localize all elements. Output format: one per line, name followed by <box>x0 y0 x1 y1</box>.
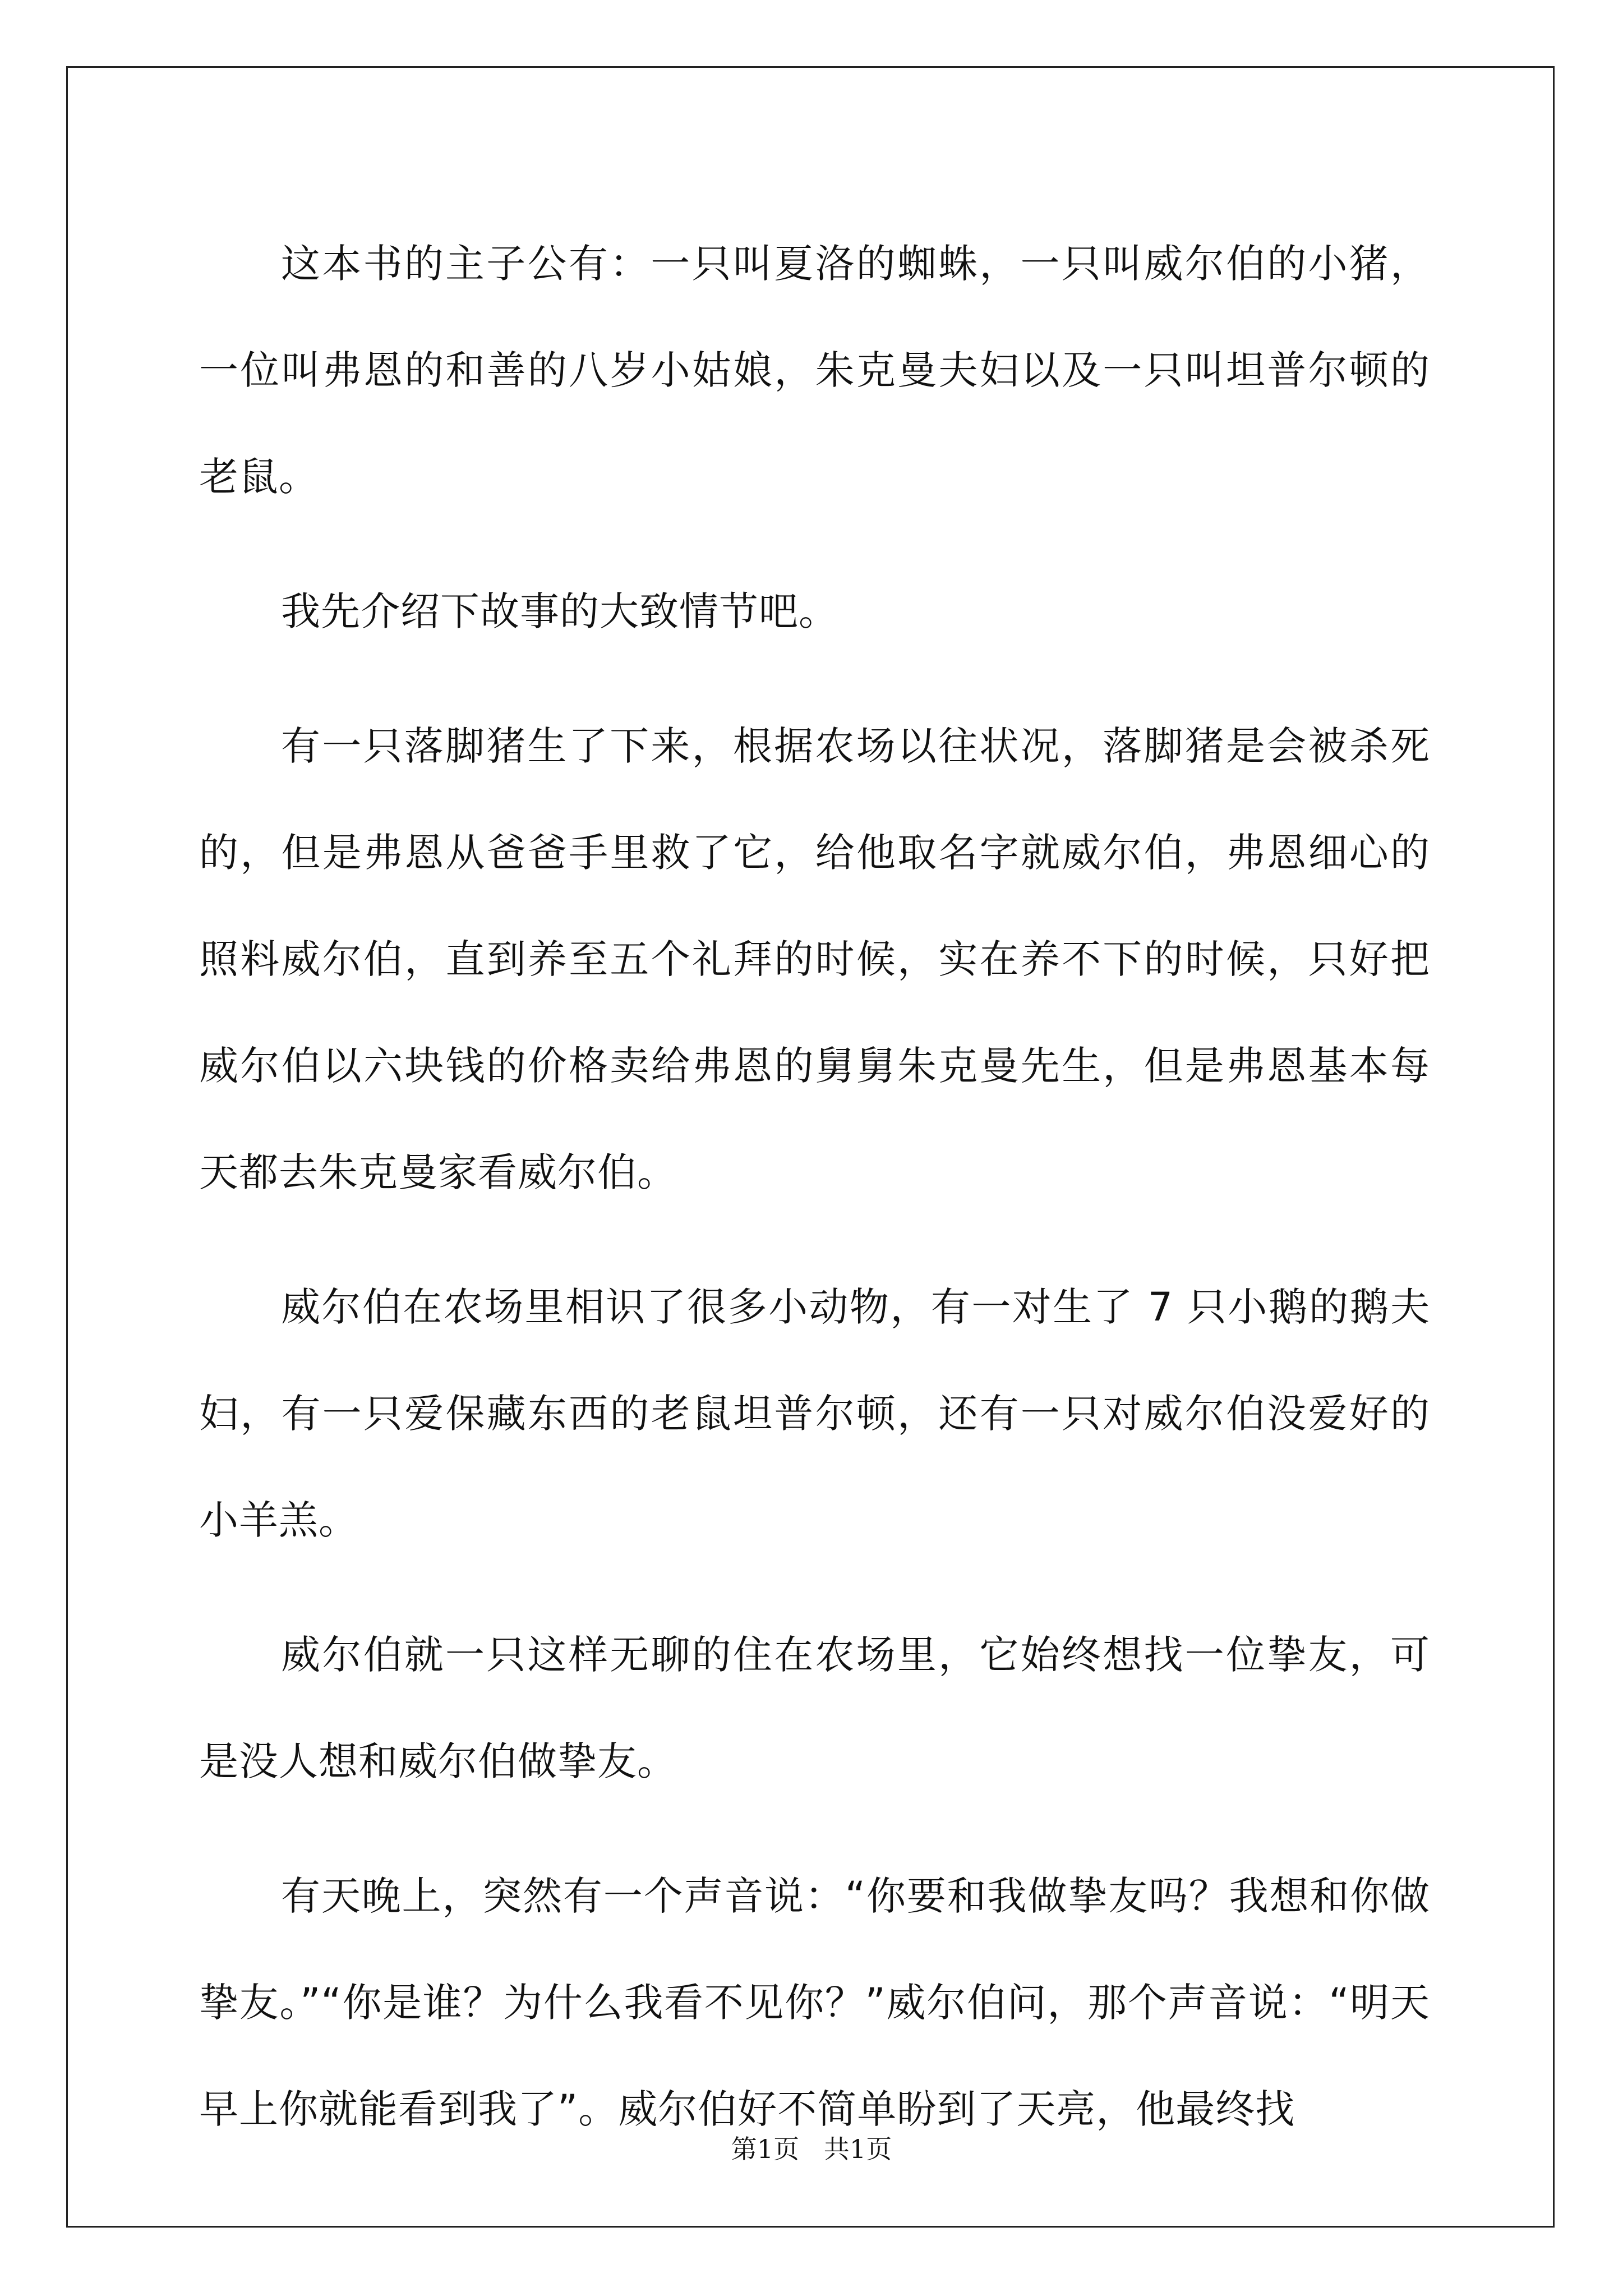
paragraph-2: 我先介绍下故事的大致情节吧。 <box>281 588 838 634</box>
paragraph-5: 威尔伯就一只这样无聊的住在农场里，它始终想找一位挚友，可是没人想和威尔伯做挚友。 <box>199 1632 1430 1784</box>
paragraph-1: 这本书的主子公有：一只叫夏洛的蜘蛛，一只叫威尔伯的小猪，一位叫弗恩的和善的八岁小姑娘，朱克曼夫妇以及一只叫坦普尔顿的老鼠。 <box>199 241 1430 500</box>
page-number-footer: 第1页 共1页 <box>731 2134 892 2164</box>
paragraph-4: 威尔伯在农场里相识了很多小动物，有一对生了 7 只小鹅的鹅夫妇，有一只爱保藏东西的老鼠坦普尔顿，还有一只对威尔伯没爱好的小羊羔。 <box>199 1284 1430 1543</box>
paragraph-6: 有天晚上，突然有一个声音说：“你要和我做挚友吗？我想和你做挚友。”“你是谁？为什么我看不见你？”威尔伯问，那个声音说：“明天早上你就能看到我了”。威尔伯好不简单盼到了天亮，他最终找 <box>199 1873 1430 2132</box>
paragraph-3: 有一只落脚猪生了下来，根据农场以往状况，落脚猪是会被杀死的，但是弗恩从爸爸手里救了它，给他取名字就威尔伯，弗恩细心的照料威尔伯，直到养至五个礼拜的时候，实在养不下的时候，只好把威尔伯以六块钱的价格卖给弗恩的舅舅朱克曼先生，但是弗恩基本每天都去朱克曼家看威尔伯。 <box>199 723 1430 1195</box>
document-body <box>199 210 1430 2191</box>
